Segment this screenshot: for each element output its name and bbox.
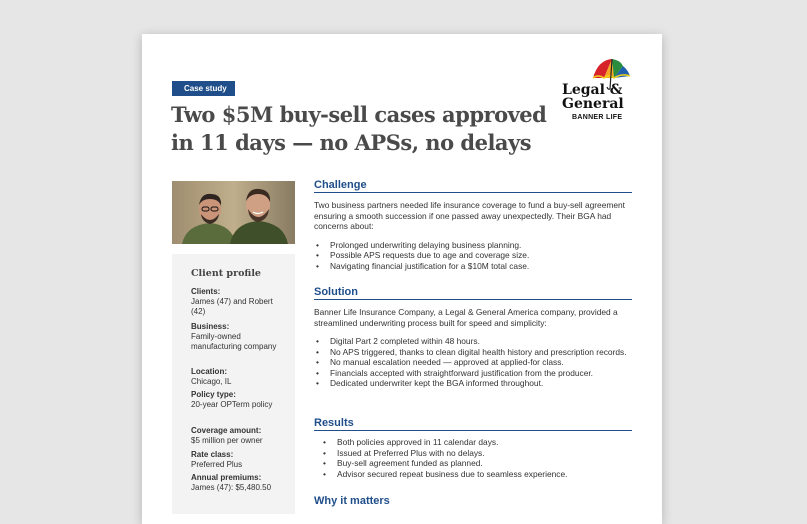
profile-field-clients [191,287,287,317]
list-item: • Dedicated underwriter kept the BGA informed throughout. [314,378,632,389]
field-label: Rate class: [191,450,234,459]
list-item: • Financials accepted with straightforward justification from the producer. [314,368,632,379]
profile-field-policy-type [191,390,287,410]
field-value: 20-year OPTerm policy [191,400,273,409]
legal-general-logo [560,52,640,124]
list-item: • Possible APS requests due to age and coverage size. [314,250,632,261]
case-study-page [142,34,662,524]
field-value: $5 million per owner [191,436,263,445]
field-value: Chicago, IL [191,377,232,386]
profile-field-rate-class [191,450,287,470]
results-list [314,437,632,479]
solution-section [314,286,632,389]
list-item: • No manual escalation needed — approved at applied-for class. [314,357,632,368]
field-value: James (47): $5,480.50 [191,483,272,492]
logo-subtitle: BANNER LIFE [572,114,623,121]
challenge-section [314,179,632,271]
results-section [314,417,632,479]
list-item: • Prolonged underwriting delaying business planning. [314,240,632,251]
page-title [171,101,551,157]
field-label: Business: [191,322,230,331]
field-label: Annual premiums: [191,473,262,482]
logo-line-1: Legal & [562,82,623,98]
list-item: • No APS triggered, thanks to clean digital health history and prescription records. [314,347,632,358]
solution-text: Banner Life Insurance Company, a Legal & General America company, provided a streamlined underwriting process built for speed and simplicity: [314,307,618,328]
challenge-text: Two business partners needed life insurance coverage to fund a buy-sell agreement ensuring a smooth succession if one passed away unexpectedly. Their BGA had concerns about: [314,200,625,231]
title-line-1: Two $5M buy-sell cases approved [171,102,547,127]
list-item: • Both policies approved in 11 calendar days. [314,437,632,448]
challenge-heading: Challenge [314,179,632,193]
case-study-tag: Case study [172,81,235,96]
list-item: • Buy-sell agreement funded as planned. [314,458,632,469]
field-label: Clients: [191,287,221,296]
title-line-2: in 11 days — no APSs, no delays [171,130,532,155]
list-item: • Digital Part 2 completed within 48 hours. [314,336,632,347]
results-heading: Results [314,417,632,431]
profile-field-business [191,322,287,352]
solution-heading: Solution [314,286,632,300]
list-item: • Advisor secured repeat business due to seamless experience. [314,469,632,480]
field-value: Preferred Plus [191,460,243,469]
why-heading: Why it matters [314,495,390,507]
field-label: Policy type: [191,390,236,399]
logo-line-2: General [562,96,624,112]
challenge-list [314,240,632,272]
client-profile-title: Client profile [191,268,261,279]
client-photo [172,181,295,244]
list-item: • Issued at Preferred Plus with no delays. [314,448,632,459]
profile-field-coverage [191,426,287,446]
field-label: Location: [191,367,227,376]
list-item: • Navigating financial justification for a $10M total case. [314,261,632,272]
client-profile-panel [172,254,295,514]
solution-list [314,336,632,389]
field-value: Family-owned manufacturing company [191,332,277,351]
why-section [314,495,632,508]
field-label: Coverage amount: [191,426,262,435]
profile-field-premiums [191,473,287,493]
field-value: James (47) and Robert (42) [191,297,273,316]
profile-field-location [191,367,287,387]
